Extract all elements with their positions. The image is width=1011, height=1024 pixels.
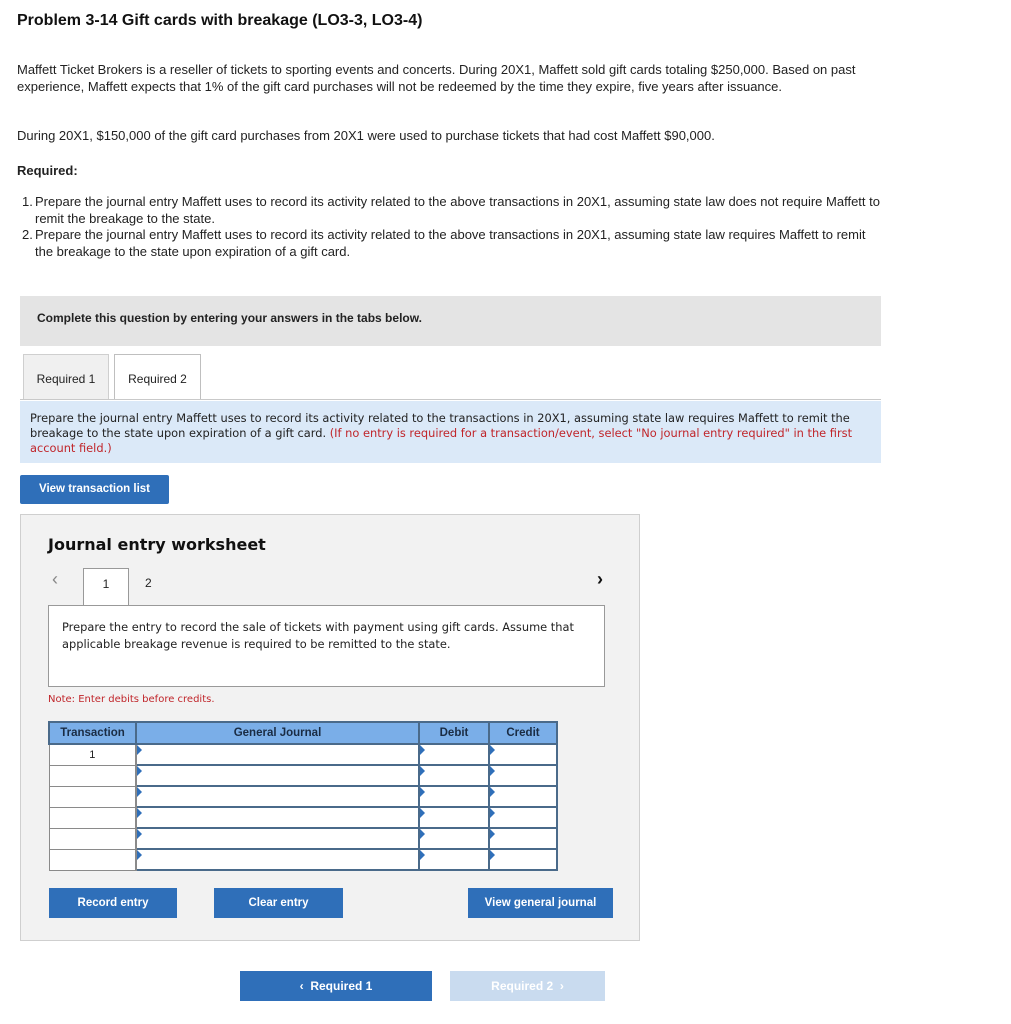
problem-paragraph-1: Maffett Ticket Brokers is a reseller of tickets to sporting events and concerts. During 20X1, Maffett sold gift cards totaling $250,000. Based on past experience, Maffett expects that 1% of the gift card purchases will not be redeemed by the time they expire, five years after issuance. [17,62,856,94]
debit-field[interactable] [419,744,489,765]
debit-field[interactable] [419,786,489,807]
credit-field[interactable] [489,744,557,765]
transaction-cell [49,828,136,849]
prev-required-1-button[interactable] [240,971,432,1001]
transaction-cell [49,786,136,807]
table-row [49,786,557,807]
transaction-cell [49,807,136,828]
requirements-list [22,194,882,260]
next-button-label: Required 2 [491,979,554,993]
instruction-text: Prepare the journal entry Maffett uses to record its activity related to the transactions in 20X1, assuming state law requires Maffett to remit the breakage to the state upon expiration of a gift card. [30,411,850,440]
prev-button-label: Required 1 [310,979,373,993]
requirement-number: 1. [22,194,33,209]
worksheet-title: Journal entry worksheet [48,535,266,554]
worksheet-description: Prepare the entry to record the sale of tickets with payment using gift cards. Assume that applicable breakage revenue is required to be remitted to the state. [48,605,605,687]
credit-field[interactable] [489,807,557,828]
requirement-2 [22,227,882,260]
chevron-right-icon[interactable]: › [597,569,603,589]
account-field[interactable] [136,828,419,849]
debit-field[interactable] [419,807,489,828]
credit-field[interactable] [489,849,557,870]
table-row [49,849,557,870]
credit-field[interactable] [489,765,557,786]
tab-required-2[interactable]: Required 2 [114,354,201,400]
transaction-cell: 1 [49,744,136,765]
column-header-debit: Debit [419,722,489,744]
requirement-text: Prepare the journal entry Maffett uses to record its activity related to the above transactions in 20X1, assuming state law requires Maffett to remit the breakage to the state upon expiration of a gift card. [35,227,866,259]
tab-instruction [20,401,881,463]
transaction-cell [49,849,136,870]
chevron-left-icon[interactable]: ‹ [52,569,58,589]
worksheet-page-2[interactable]: 2 [145,576,152,590]
credit-field[interactable] [489,828,557,849]
table-row [49,807,557,828]
table-row [49,765,557,786]
transaction-cell [49,765,136,786]
instruction-note: (If no entry is required for a transaction/event, select "No journal entry required" in the first account field.) [30,426,853,455]
debit-field[interactable] [419,849,489,870]
problem-title: Problem 3-14 Gift cards with breakage (LO3-3, LO3-4) [17,12,423,29]
table-row [49,744,557,765]
instructions-banner [20,296,881,346]
requirement-number: 2. [22,227,33,242]
journal-table [48,721,558,871]
requirement-1 [22,194,882,227]
table-row [49,828,557,849]
account-field[interactable] [136,744,419,765]
debit-field[interactable] [419,765,489,786]
account-field[interactable] [136,765,419,786]
column-header-credit: Credit [489,722,557,744]
debit-field[interactable] [419,828,489,849]
view-general-journal-button[interactable]: View general journal [468,888,613,918]
credit-field[interactable] [489,786,557,807]
account-field[interactable] [136,786,419,807]
account-field[interactable] [136,807,419,828]
worksheet-note: Note: Enter debits before credits. [48,694,215,705]
journal-entry-worksheet [20,514,640,941]
tab-divider [20,399,881,400]
column-header-transaction: Transaction [49,722,136,744]
problem-paragraph-2: During 20X1, $150,000 of the gift card purchases from 20X1 were used to purchase tickets that had cost Maffett $90,000. [17,128,715,143]
tab-required-1[interactable]: Required 1 [23,354,109,400]
chevron-left-icon: ‹ [299,979,311,993]
column-header-general-journal: General Journal [136,722,419,744]
view-transaction-list-button[interactable]: View transaction list [20,475,169,504]
clear-entry-button[interactable]: Clear entry [214,888,343,918]
account-field[interactable] [136,849,419,870]
chevron-right-icon: › [553,979,564,993]
next-required-2-button[interactable] [450,971,605,1001]
banner-text: Complete this question by entering your answers in the tabs below. [37,311,422,325]
requirement-text: Prepare the journal entry Maffett uses to record its activity related to the above transactions in 20X1, assuming state law does not require Maffett to remit the breakage to the state. [35,194,880,226]
record-entry-button[interactable]: Record entry [49,888,177,918]
worksheet-page-1[interactable]: 1 [83,568,129,606]
required-heading: Required: [17,163,78,178]
